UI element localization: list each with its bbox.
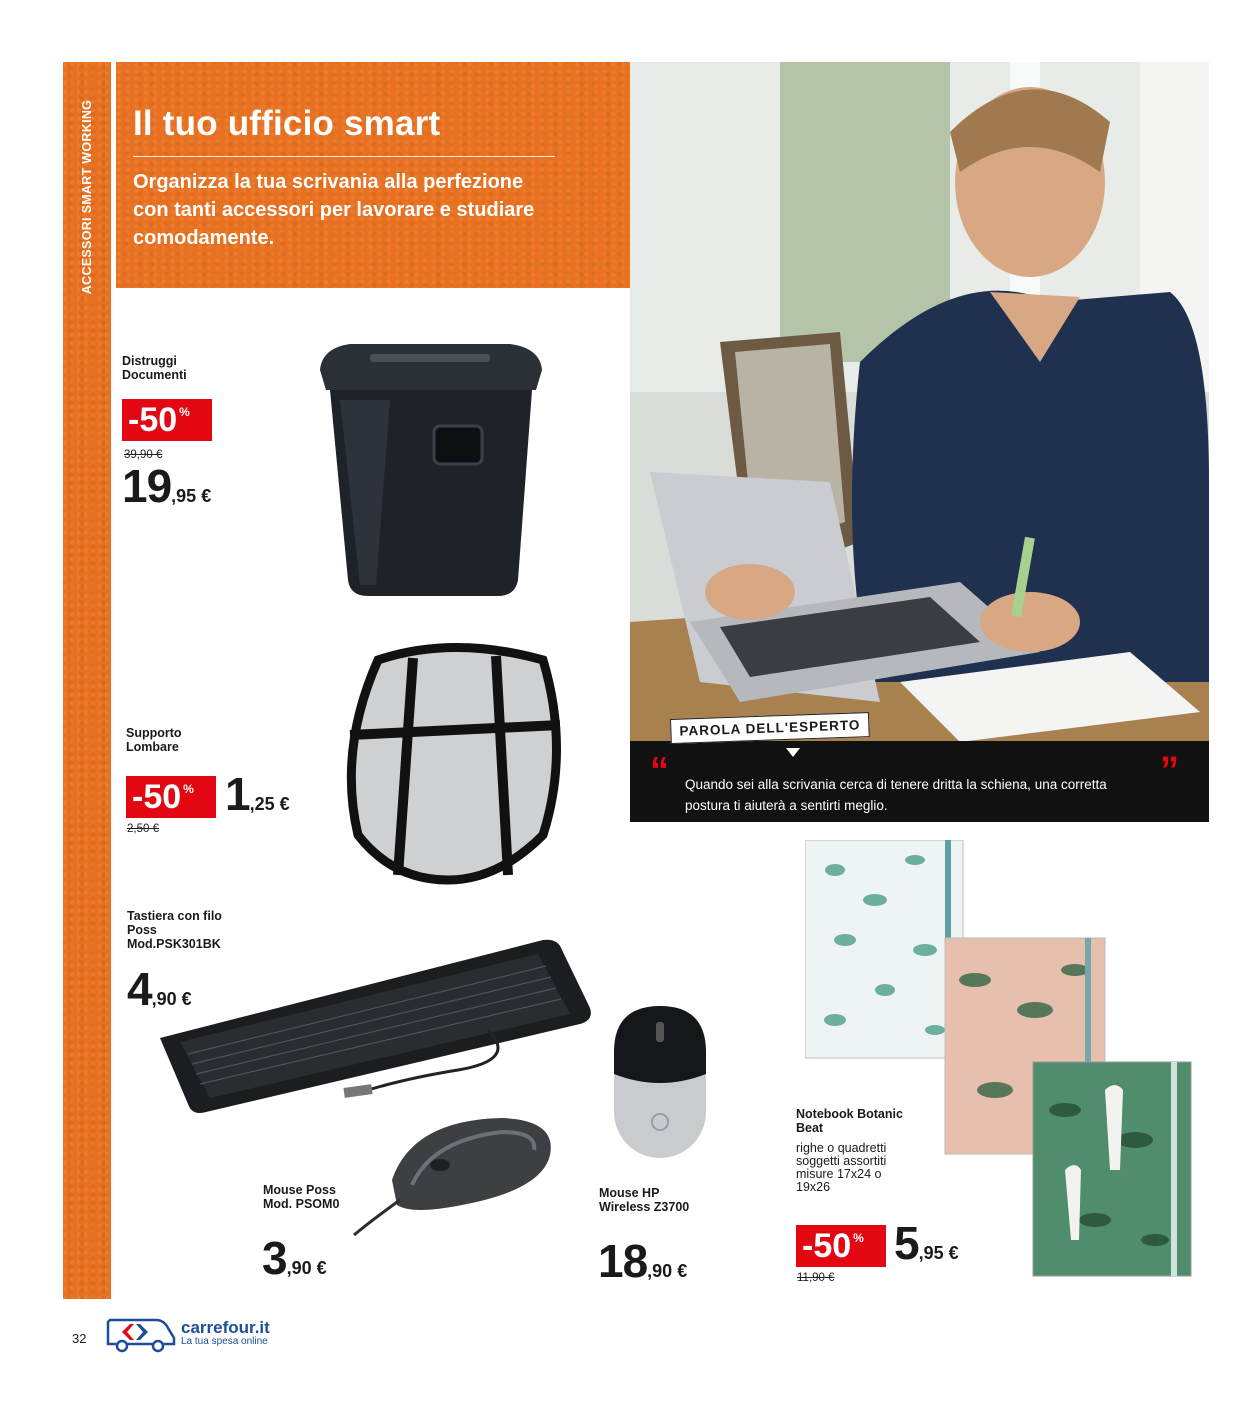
- mouse-hp-image: [610, 1002, 710, 1162]
- notebooks-image: [805, 840, 1200, 1280]
- page-number: 32: [72, 1331, 87, 1346]
- shredder-image: [310, 330, 550, 605]
- shredder-name: Distruggi Documenti: [122, 354, 187, 382]
- logo-tagline: La tua spesa online: [181, 1336, 268, 1347]
- lifestyle-photo: [630, 62, 1209, 822]
- shredder-old-price: 39,90 €: [124, 449, 163, 461]
- keyboard-price: 4,90 €: [127, 963, 192, 1015]
- shredder-discount-badge: -50 %: [122, 399, 212, 441]
- header-divider: [133, 156, 555, 157]
- expert-quote-text: Quando sei alla scrivania cerca di tenere dritta la schiena, una corretta postura ti aiuterà a sentirti meglio.: [685, 777, 1107, 813]
- close-quote-icon: ”: [1160, 750, 1179, 792]
- keyboard-image: [158, 930, 598, 1120]
- keyboard-name: Tastiera con filo Poss Mod.PSK301BK: [127, 909, 222, 951]
- page-title: Il tuo ufficio smart: [133, 104, 441, 143]
- notebook-discount-badge: -50 %: [796, 1225, 886, 1267]
- mouse-poss-name: Mouse Poss Mod. PSOM0: [263, 1183, 340, 1211]
- notebook-old-price: 11,90 €: [797, 1272, 835, 1284]
- notebook-price: 5,95 €: [894, 1217, 959, 1269]
- notebook-name: Notebook Botanic Beat: [796, 1107, 903, 1135]
- mouse-hp-price: 18,90 €: [598, 1235, 688, 1287]
- expert-tag: PAROLA DELL'ESPERTO: [670, 712, 870, 744]
- lumbar-price: 1,25 €: [225, 768, 290, 820]
- lumbar-support-image: [338, 640, 568, 885]
- mouse-poss-image: [352, 1110, 557, 1240]
- lumbar-discount-badge: -50 %: [126, 776, 216, 818]
- notebook-description: righe o quadretti soggetti assortiti misure 17x24 o 19x26: [796, 1141, 887, 1194]
- logo-text[interactable]: carrefour.it: [181, 1318, 270, 1337]
- carrefour-logo-icon[interactable]: [104, 1314, 176, 1354]
- mouse-hp-name: Mouse HP Wireless Z3700: [599, 1186, 690, 1214]
- mouse-poss-price: 3,90 €: [262, 1232, 327, 1284]
- expert-tag-pointer: [786, 748, 800, 757]
- section-label: ACCESSORI SMART WORKING: [80, 99, 94, 295]
- shredder-price: 19,95 €: [122, 460, 212, 512]
- lumbar-old-price: 2,50 €: [127, 823, 159, 835]
- lumbar-name: Supporto Lombare: [126, 726, 182, 754]
- open-quote-icon: “: [650, 750, 669, 792]
- header-subtitle: Organizza la tua scrivania alla perfezione con tanti accessori per lavorare e studiare comodamente.: [133, 171, 535, 249]
